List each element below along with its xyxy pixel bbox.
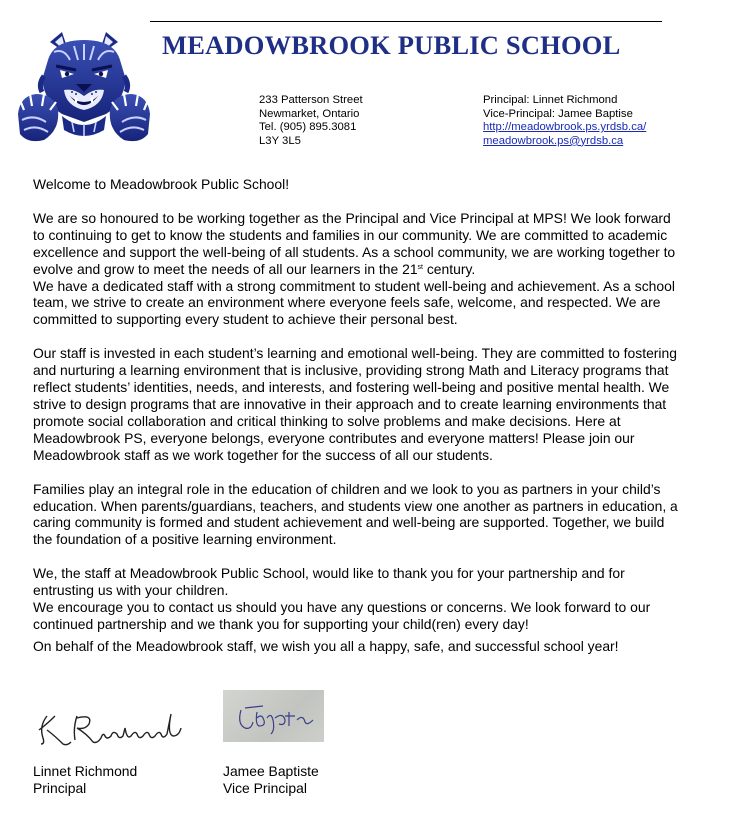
vice-principal-signature-box [223,690,324,742]
letter-body [33,176,723,655]
paragraph-5: We, the staff at Meadowbrook Public School, would like to thank you for your partnership and for entrusting us with your children. [33,565,625,599]
address-postal: L3Y 3L5 [259,134,301,147]
address-city: Newmarket, Ontario [259,107,360,120]
paragraph-3: Our staff is invested in each student’s learning and emotional well-being. They are committed to fostering and nurturing a learning environment that is inclusive, providing strong Math and Literacy programs that reflect students’ identities, needs, and interests, and fostering well-being and positive mental health. We strive to design programs that are innovative in their approach and to create learning environments that promote social collaboration and critical thinking to solve problems and make decisions. Here at Meadowbrook PS, everyone belongs, everyone contributes and everyone matters! Please join our Meadowbrook staff as we work together for the success of all our students. [33,345,677,463]
wildcat-mascot-icon [14,30,154,152]
paragraph-4: Families play an integral role in the education of children and we look to you as partners in your child’s education. When parents/guardians, teachers, and students view one another as partners in education, a caring community is formed and student achievement and well-being are supported. Together, we build the foundation of a positive learning environment. [33,480,678,548]
principal-line: Principal: Linnet Richmond [483,94,618,106]
signer-1-name: Linnet Richmond [33,763,138,779]
ordinal-suffix: st [417,263,423,271]
school-address [259,94,363,148]
school-admin-contacts [483,94,646,148]
school-name: MEADOWBROOK PUBLIC SCHOOL [162,30,621,60]
greeting: Welcome to Meadowbrook Public School! [33,176,290,192]
paragraph-2: We have a dedicated staff with a strong commitment to student well-being and achievement. As a school team, we strive to create an environment where everyone feels safe, welcome, and respected. We are committed to supporting every student to achieve their personal best. [33,277,675,328]
signer-2-title: Vice Principal [223,779,307,796]
paragraph-6: We encourage you to contact us should you have any questions or concerns. We look forward to our continued partnership and we thank you for supporting your child(ren) every day! [33,599,651,632]
paragraph-1-text: We are so honoured to be working together as the Principal and Vice Principal at MPS! We look forward to continuing to get to know the students and families in our community. We are committed to academic excellence and support the well-being of all students. As a school community, we are working together to evolve and grow to meet the needs of all our learners in the 21 [33,209,676,277]
principal-signer [33,763,137,796]
paragraph-1 [33,210,723,278]
paragraph-1-end: century. [423,260,476,277]
email-link[interactable]: meadowbrook.ps@yrdsb.ca [483,134,624,147]
signer-1-title: Principal [33,779,87,796]
address-street: 233 Patterson Street [259,94,363,106]
vice-principal-line: Vice-Principal: Jamee Baptise [483,107,633,120]
address-phone: Tel. (905) 895.3081 [259,121,357,134]
principal-signature [33,704,193,750]
signer-2-name: Jamee Baptiste [223,763,319,779]
header-rule [150,21,662,22]
vice-principal-signature [223,690,324,742]
website-link[interactable]: http://meadowbrook.ps.yrdsb.ca/ [483,121,647,134]
paragraph-7: On behalf of the Meadowbrook staff, we wish you all a happy, safe, and successful school year! [33,637,619,654]
vice-principal-signer [223,763,319,796]
